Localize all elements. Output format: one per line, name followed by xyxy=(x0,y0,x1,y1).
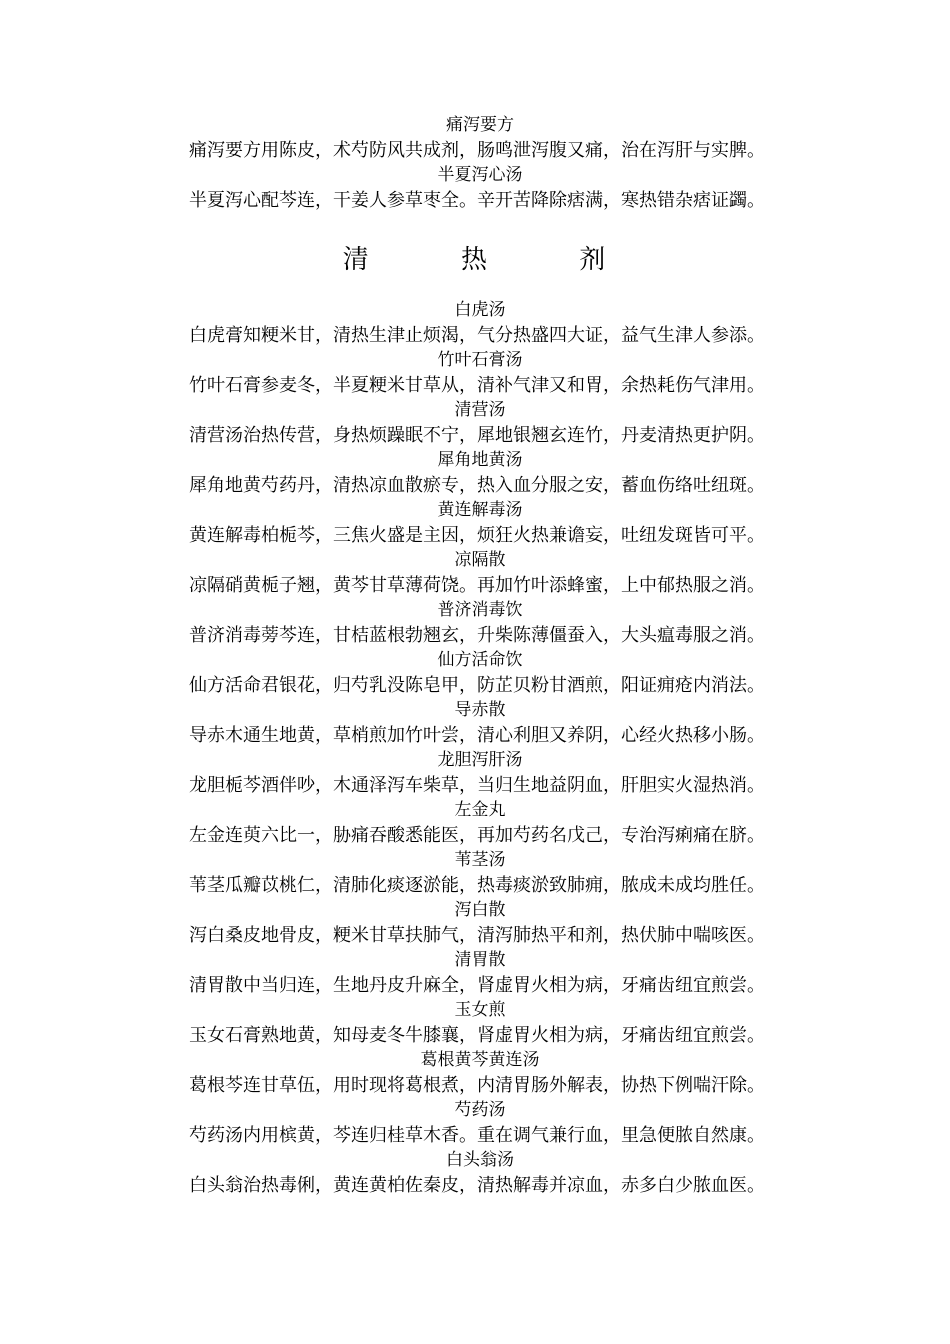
formula-verse: 清胃散中当归连，生地丹皮升麻全，肾虚胃火相为病，牙痛齿纽宜煎尝。 xyxy=(189,975,765,996)
formula-entry xyxy=(0,698,950,748)
formula-entry xyxy=(0,998,950,1048)
formula-name: 半夏泻心汤 xyxy=(437,165,523,185)
formula-name: 犀角地黄汤 xyxy=(437,450,523,470)
formula-content xyxy=(0,113,950,1198)
formula-verse: 苇茎瓜瓣苡桃仁，清肺化痰逐淤能，热毒痰淤致肺痈，脓成未成均胜任。 xyxy=(189,875,765,896)
formula-entry xyxy=(0,113,950,163)
formula-name: 白虎汤 xyxy=(454,300,506,320)
formula-name: 凉隔散 xyxy=(454,550,506,570)
formula-verse: 犀角地黄芍药丹，清热凉血散瘀专，热入血分服之安，蓄血伤络吐纽斑。 xyxy=(189,475,765,496)
formula-verse: 竹叶石膏参麦冬，半夏粳米甘草从，清补气津又和胃，余热耗伤气津用。 xyxy=(189,375,765,396)
formula-name: 泻白散 xyxy=(454,900,506,920)
formula-entry xyxy=(0,598,950,648)
formula-verse: 导赤木通生地黄，草梢煎加竹叶尝，清心利胆又养阴，心经火热移小肠。 xyxy=(189,725,765,746)
formula-name: 仙方活命饮 xyxy=(437,650,523,670)
formula-name: 导赤散 xyxy=(454,700,506,720)
formula-entry xyxy=(0,398,950,448)
formula-entry xyxy=(0,448,950,498)
formula-entry xyxy=(0,548,950,598)
formula-entry xyxy=(0,348,950,398)
formula-name: 清营汤 xyxy=(454,400,506,420)
formula-entry xyxy=(0,163,950,213)
formula-verse: 凉隔硝黄栀子翘，黄芩甘草薄荷饶。再加竹叶添蜂蜜，上中郁热服之消。 xyxy=(189,575,765,596)
formula-entry xyxy=(0,498,950,548)
formula-name: 龙胆泻肝汤 xyxy=(437,750,523,770)
formula-entry xyxy=(0,1098,950,1148)
formula-verse: 普济消毒蒡芩连，甘桔蓝根勃翘玄，升柴陈薄僵蚕入，大头瘟毒服之消。 xyxy=(189,625,765,646)
formula-name: 黄连解毒汤 xyxy=(437,500,523,520)
formula-entry xyxy=(0,1048,950,1098)
formula-verse: 葛根芩连甘草伍，用时现将葛根煮，内清胃肠外解表，协热下例喘汗除。 xyxy=(189,1075,765,1096)
formula-name: 普济消毒饮 xyxy=(437,600,523,620)
formula-name: 苇茎汤 xyxy=(454,850,506,870)
formula-name: 芍药汤 xyxy=(454,1100,506,1120)
formula-verse: 白虎膏知粳米甘，清热生津止烦渴，气分热盛四大证，益气生津人参添。 xyxy=(189,325,765,346)
formula-name: 竹叶石膏汤 xyxy=(437,350,523,370)
formula-entry xyxy=(0,948,950,998)
formula-name: 清胃散 xyxy=(454,950,506,970)
formula-verse: 龙胆栀芩酒伴吵，木通泽泻车柴草，当归生地益阴血，肝胆实火湿热消。 xyxy=(189,775,765,796)
formula-entry xyxy=(0,848,950,898)
formula-verse: 清营汤治热传营，身热烦躁眠不宁，犀地银翘玄连竹，丹麦清热更护阴。 xyxy=(189,425,765,446)
formula-name: 白头翁汤 xyxy=(446,1150,514,1170)
formula-entry xyxy=(0,298,950,348)
formula-verse: 左金连萸六比一，胁痛吞酸悉能医，再加芍药名戊己，专治泻痢痛在脐。 xyxy=(189,825,765,846)
formula-verse: 黄连解毒柏栀芩，三焦火盛是主因，烦狂火热兼谵妄，吐纽发斑皆可平。 xyxy=(189,525,765,546)
formula-verse: 白头翁治热毒俐，黄连黄柏佐秦皮，清热解毒并凉血，赤多白少脓血医。 xyxy=(189,1175,765,1196)
formula-entry xyxy=(0,1148,950,1198)
formula-verse: 芍药汤内用槟黄，芩连归桂草木香。重在调气兼行血，里急便脓自然康。 xyxy=(189,1125,765,1146)
formula-name: 左金丸 xyxy=(454,800,506,820)
formula-entry xyxy=(0,748,950,798)
formula-verse: 玉女石膏熟地黄，知母麦冬牛膝襄，肾虚胃火相为病，牙痛齿纽宜煎尝。 xyxy=(189,1025,765,1046)
formula-entry xyxy=(0,898,950,948)
formula-verse: 痛泻要方用陈皮，术芍防风共成剂，肠鸣泄泻腹又痛，治在泻肝与实脾。 xyxy=(189,140,765,161)
section-heading: 清 热 剂 xyxy=(342,245,648,275)
formula-entry xyxy=(0,798,950,848)
formula-name: 痛泻要方 xyxy=(446,115,514,135)
formula-name: 玉女煎 xyxy=(454,1000,506,1020)
formula-name: 葛根黄芩黄连汤 xyxy=(420,1050,540,1070)
formula-verse: 仙方活命君银花，归芍乳没陈皂甲，防芷贝粉甘酒煎，阳证痈疮内消法。 xyxy=(189,675,765,696)
formula-verse: 半夏泻心配芩连，干姜人参草枣全。辛开苦降除痞满，寒热错杂痞证蠲。 xyxy=(189,190,765,211)
formula-entry xyxy=(0,648,950,698)
formula-verse: 泻白桑皮地骨皮，粳米甘草扶肺气，清泻肺热平和剂，热伏肺中喘咳医。 xyxy=(189,925,765,946)
